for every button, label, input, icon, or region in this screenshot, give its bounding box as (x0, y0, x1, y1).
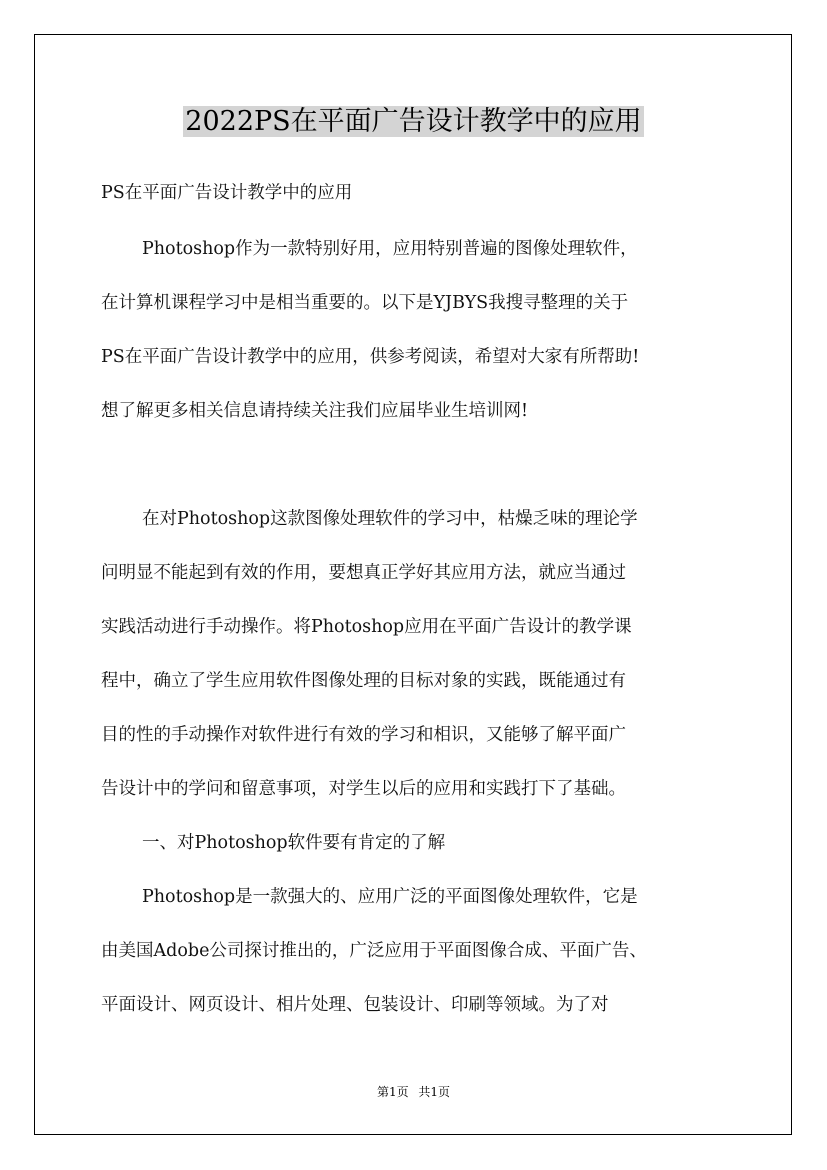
section-line: 由美国Adobe公司探讨推出的，广泛应用于平面图像合成、平面广告、 (101, 941, 647, 961)
section-line: Photoshop是一款强大的、应用广泛的平面图像处理软件，它是 (142, 887, 638, 907)
intro-line: 想了解更多相关信息请持续关注我们应届毕业生培训网! (101, 401, 529, 421)
body-line: 程中，确立了学生应用软件图像处理的目标对象的实践，既能通过有 (101, 671, 626, 691)
page-footer: 第1页 共1页 (376, 1085, 451, 1099)
intro-line: PS在平面广告设计教学中的应用，供参考阅读，希望对大家有所帮助! (101, 347, 640, 367)
body-line: 告设计中的学问和留意事项，对学生以后的应用和实践打下了基础。 (101, 779, 626, 799)
section-line: 平面设计、网页设计、相片处理、包装设计、印刷等领域。为了对 (101, 995, 609, 1015)
document-subtitle: PS在平面广告设计教学中的应用 (101, 183, 353, 203)
document-title-text: 2022PS在平面广告设计教学中的应用 (185, 106, 642, 137)
intro-line: Photoshop作为一款特别好用，应用特别普遍的图像处理软件， (142, 239, 638, 259)
section-heading: 一、对Photoshop软件要有肯定的了解 (142, 833, 446, 853)
document-title (0, 103, 827, 141)
intro-line: 在计算机课程学习中是相当重要的。以下是YJBYS我搜寻整理的关于 (101, 293, 629, 313)
body-line: 问明显不能起到有效的作用，要想真正学好其应用方法，就应当通过 (101, 563, 626, 583)
body-line: 目的性的手动操作对软件进行有效的学习和相识，又能够了解平面广 (101, 725, 626, 745)
body-line: 实践活动进行手动操作。将Photoshop应用在平面广告设计的教学课 (101, 617, 632, 637)
body-line: 在对Photoshop这款图像处理软件的学习中，枯燥乏味的理论学 (142, 509, 638, 529)
